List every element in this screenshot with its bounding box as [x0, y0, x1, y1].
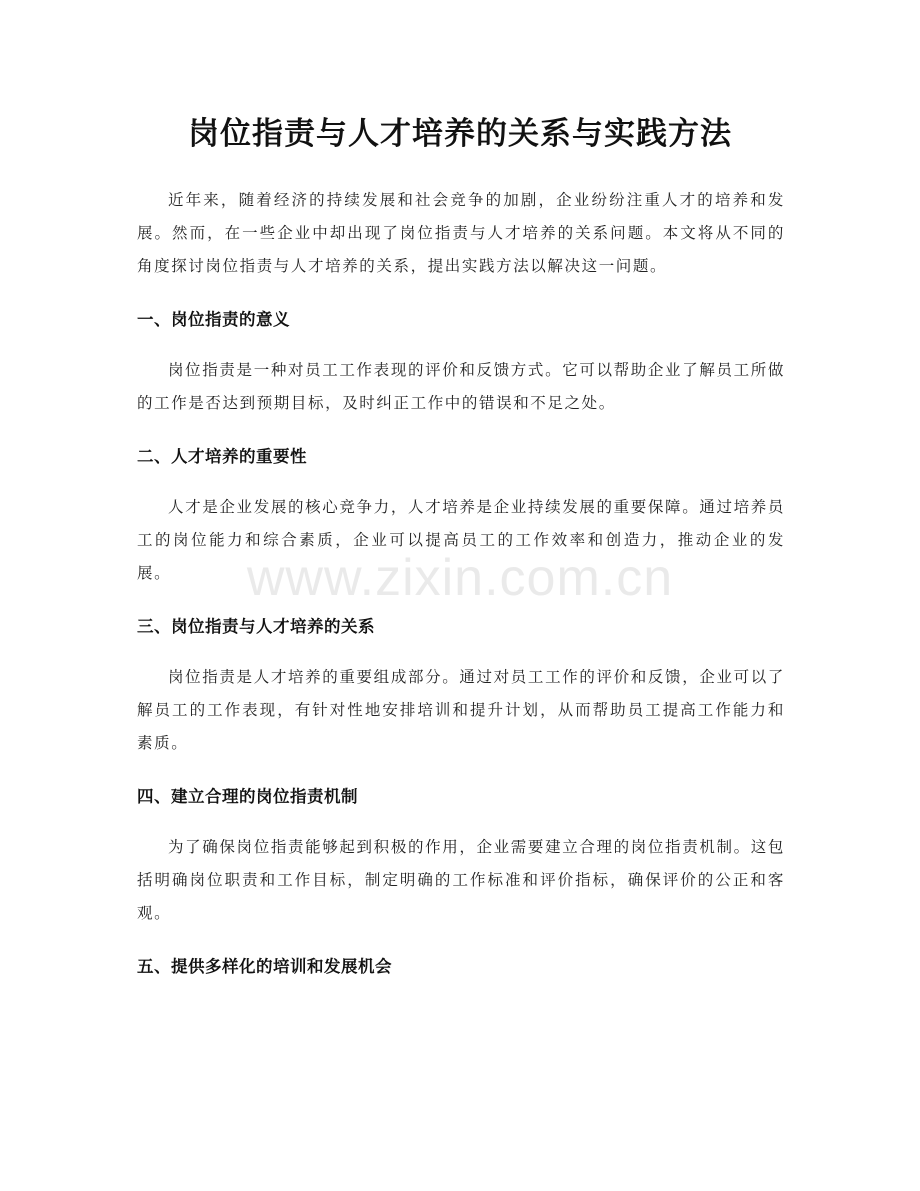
intro-paragraph: 近年来，随着经济的持续发展和社会竞争的加剧，企业纷纷注重人才的培养和发展。然而，在一些企业中却出现了岗位指责与人才培养的关系问题。本文将从不同的角度探讨岗位指责与人才培养的关系，提出实践方法以解决这一问题。 — [137, 191, 785, 275]
section-heading-4: 四、建立合理的岗位指责机制 — [137, 787, 358, 806]
section-body-1: 岗位指责是一种对员工工作表现的评价和反馈方式。它可以帮助企业了解员工所做的工作是否达到预期目标，及时纠正工作中的错误和不足之处。 — [137, 361, 785, 412]
section-heading-5: 五、提供多样化的培训和发展机会 — [137, 957, 392, 976]
section-body-2: 人才是企业发展的核心竞争力，人才培养是企业持续发展的重要保障。通过培养员工的岗位能力和综合素质，企业可以提高员工的工作效率和创造力，推动企业的发展。 — [137, 498, 785, 582]
section-heading-1: 一、岗位指责的意义 — [137, 310, 290, 329]
page-title: 岗位指责与人才培养的关系与实践方法 — [188, 116, 732, 152]
section-heading-2: 二、人才培养的重要性 — [137, 447, 307, 466]
section-body-4: 为了确保岗位指责能够起到积极的作用，企业需要建立合理的岗位指责机制。这包括明确岗位职责和工作目标，制定明确的工作标准和评价指标，确保评价的公正和客观。 — [137, 838, 785, 922]
section-heading-3: 三、岗位指责与人才培养的关系 — [137, 617, 375, 636]
watermark: www.zixin.com.cn — [246, 549, 674, 607]
document-body — [137, 184, 785, 983]
section-body-3: 岗位指责是人才培养的重要组成部分。通过对员工工作的评价和反馈，企业可以了解员工的工作表现，有针对性地安排培训和提升计划，从而帮助员工提高工作能力和素质。 — [137, 668, 785, 752]
